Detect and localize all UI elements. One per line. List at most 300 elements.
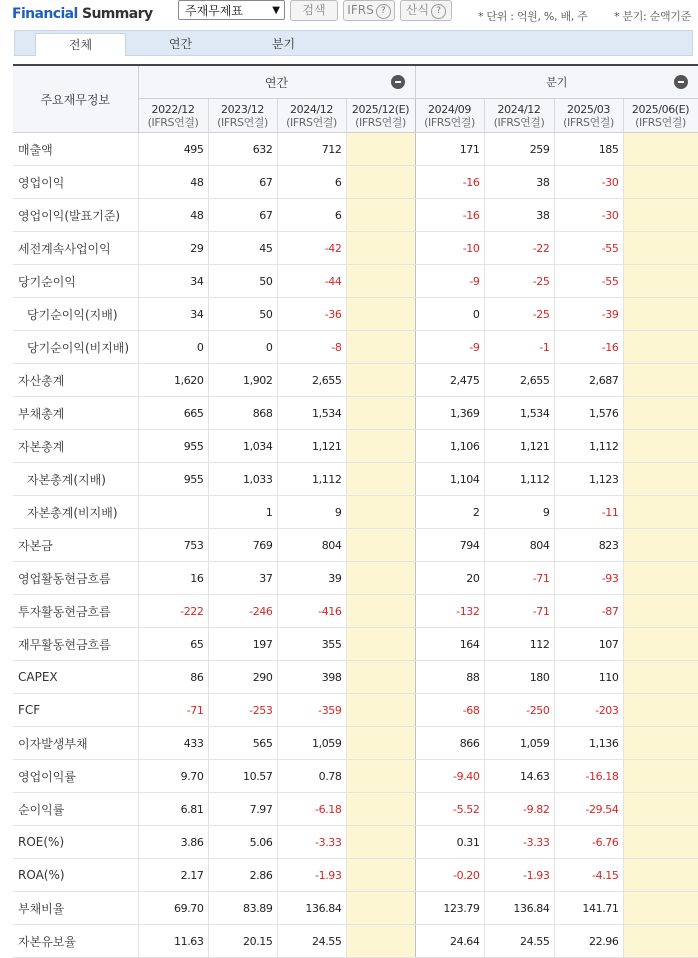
value-cell: -203 bbox=[554, 694, 623, 727]
value-cell bbox=[623, 892, 698, 925]
row-label[interactable]: 자본총계 bbox=[13, 430, 138, 463]
value-cell: 665 bbox=[138, 397, 208, 430]
value-cell: -30 bbox=[554, 166, 623, 199]
value-cell bbox=[346, 694, 415, 727]
value-cell: 9 bbox=[277, 496, 346, 529]
row-label[interactable]: 세전계속사업이익 bbox=[13, 232, 138, 265]
value-cell bbox=[346, 628, 415, 661]
value-cell bbox=[623, 529, 698, 562]
value-cell bbox=[346, 595, 415, 628]
value-cell: 1,576 bbox=[554, 397, 623, 430]
value-cell: 712 bbox=[277, 133, 346, 166]
column-header bbox=[554, 99, 623, 133]
row-label[interactable]: 자산총계 bbox=[13, 364, 138, 397]
value-cell: 2,655 bbox=[277, 364, 346, 397]
column-header bbox=[208, 99, 277, 133]
value-cell: 1,123 bbox=[554, 463, 623, 496]
table-row bbox=[13, 562, 698, 595]
value-cell: 1,104 bbox=[415, 463, 484, 496]
value-cell: 1,121 bbox=[484, 430, 554, 463]
value-cell: -71 bbox=[138, 694, 208, 727]
value-cell: -25 bbox=[484, 298, 554, 331]
value-cell: 0.31 bbox=[415, 826, 484, 859]
column-header bbox=[277, 99, 346, 133]
value-cell bbox=[623, 199, 698, 232]
tab-annual[interactable]: 연간 bbox=[168, 37, 193, 51]
value-cell: 48 bbox=[138, 199, 208, 232]
column-header bbox=[623, 99, 698, 133]
value-cell bbox=[623, 166, 698, 199]
row-label[interactable]: 당기순이익 bbox=[13, 265, 138, 298]
value-cell bbox=[346, 166, 415, 199]
value-cell: 9 bbox=[484, 496, 554, 529]
value-cell: 14.63 bbox=[484, 760, 554, 793]
value-cell: 34 bbox=[138, 265, 208, 298]
value-cell bbox=[623, 430, 698, 463]
value-cell: 259 bbox=[484, 133, 554, 166]
value-cell: -8 bbox=[277, 331, 346, 364]
row-label[interactable]: ROA(%) bbox=[13, 859, 138, 892]
table-row bbox=[13, 727, 698, 760]
value-cell: -1 bbox=[484, 331, 554, 364]
value-cell: 38 bbox=[484, 199, 554, 232]
value-cell bbox=[346, 199, 415, 232]
row-label[interactable]: 자본유보율 bbox=[13, 925, 138, 958]
value-cell bbox=[346, 727, 415, 760]
value-cell: -222 bbox=[138, 595, 208, 628]
value-cell: 50 bbox=[208, 265, 277, 298]
value-cell: 1,034 bbox=[208, 430, 277, 463]
value-cell: -16.18 bbox=[554, 760, 623, 793]
value-cell: 3.86 bbox=[138, 826, 208, 859]
value-cell: 171 bbox=[415, 133, 484, 166]
value-cell: 6 bbox=[277, 166, 346, 199]
value-cell bbox=[346, 430, 415, 463]
value-cell: -39 bbox=[554, 298, 623, 331]
value-cell bbox=[623, 496, 698, 529]
value-cell: 65 bbox=[138, 628, 208, 661]
value-cell: -68 bbox=[415, 694, 484, 727]
column-period: 2024/12 bbox=[290, 102, 333, 116]
value-cell: -132 bbox=[415, 595, 484, 628]
value-cell: -10 bbox=[415, 232, 484, 265]
value-cell bbox=[346, 496, 415, 529]
value-cell bbox=[346, 562, 415, 595]
value-cell: 1,106 bbox=[415, 430, 484, 463]
value-cell: 24.55 bbox=[277, 925, 346, 958]
value-cell: 290 bbox=[208, 661, 277, 694]
value-cell: 20 bbox=[415, 562, 484, 595]
value-cell: 1,033 bbox=[208, 463, 277, 496]
value-cell bbox=[623, 859, 698, 892]
row-label[interactable]: 당기순이익(비지배) bbox=[13, 331, 138, 364]
value-cell: 123.79 bbox=[415, 892, 484, 925]
table-row bbox=[13, 859, 698, 892]
table-row bbox=[13, 430, 698, 463]
period-tabs bbox=[14, 30, 693, 56]
value-cell: 753 bbox=[138, 529, 208, 562]
column-basis: (IFRS연결) bbox=[355, 115, 406, 129]
table-row bbox=[13, 397, 698, 430]
value-cell: 20.15 bbox=[208, 925, 277, 958]
column-period: 2022/12 bbox=[151, 102, 195, 116]
value-cell bbox=[346, 331, 415, 364]
value-cell: 1,136 bbox=[554, 727, 623, 760]
value-cell: 2.17 bbox=[138, 859, 208, 892]
value-cell: 0 bbox=[415, 298, 484, 331]
value-cell: 1,112 bbox=[277, 463, 346, 496]
value-cell: -9.40 bbox=[415, 760, 484, 793]
row-label[interactable]: 당기순이익(지배) bbox=[13, 298, 138, 331]
value-cell bbox=[346, 826, 415, 859]
value-cell: -11 bbox=[554, 496, 623, 529]
row-label[interactable]: 자본총계(비지배) bbox=[13, 496, 138, 529]
basis-note: * 분기: 순액기준 bbox=[614, 10, 691, 23]
value-cell: -3.33 bbox=[277, 826, 346, 859]
value-cell bbox=[623, 826, 698, 859]
value-cell bbox=[623, 331, 698, 364]
value-cell: 45 bbox=[208, 232, 277, 265]
value-cell bbox=[623, 232, 698, 265]
value-cell bbox=[346, 298, 415, 331]
row-label[interactable]: 영업이익(발표기준) bbox=[13, 199, 138, 232]
value-cell: 2.86 bbox=[208, 859, 277, 892]
value-cell: 10.57 bbox=[208, 760, 277, 793]
table-row bbox=[13, 133, 698, 166]
table-row bbox=[13, 298, 698, 331]
value-cell: -36 bbox=[277, 298, 346, 331]
row-label[interactable]: 영업이익률 bbox=[13, 760, 138, 793]
row-label[interactable]: 부채총계 bbox=[13, 397, 138, 430]
value-cell: 495 bbox=[138, 133, 208, 166]
value-cell: -253 bbox=[208, 694, 277, 727]
row-label[interactable]: 영업이익 bbox=[13, 166, 138, 199]
collapse-annual-icon[interactable] bbox=[391, 75, 405, 89]
table-row bbox=[13, 925, 698, 958]
value-cell: 136.84 bbox=[277, 892, 346, 925]
value-cell: 1,059 bbox=[484, 727, 554, 760]
formula-label: 산식 bbox=[405, 3, 430, 17]
value-cell: 24.55 bbox=[484, 925, 554, 958]
value-cell: 769 bbox=[208, 529, 277, 562]
column-basis: (IFRS연결) bbox=[217, 115, 268, 129]
table-row bbox=[13, 760, 698, 793]
table-row bbox=[13, 661, 698, 694]
value-cell: 955 bbox=[138, 430, 208, 463]
value-cell bbox=[346, 232, 415, 265]
column-period: 2024/12 bbox=[497, 102, 541, 116]
column-period: 2023/12 bbox=[221, 102, 264, 116]
value-cell bbox=[623, 694, 698, 727]
column-basis: (IFRS연결) bbox=[493, 115, 545, 129]
value-cell bbox=[623, 298, 698, 331]
value-cell: 2,655 bbox=[484, 364, 554, 397]
row-label[interactable]: 자본총계(지배) bbox=[13, 463, 138, 496]
value-cell: 112 bbox=[484, 628, 554, 661]
help-icon: ? bbox=[376, 4, 391, 19]
value-cell: -30 bbox=[554, 199, 623, 232]
value-cell: 6 bbox=[277, 199, 346, 232]
value-cell bbox=[346, 892, 415, 925]
value-cell bbox=[623, 628, 698, 661]
table-row bbox=[13, 826, 698, 859]
quarter-header-label: 분기 bbox=[546, 76, 568, 89]
column-period: 2025/03 bbox=[567, 102, 610, 116]
value-cell bbox=[346, 760, 415, 793]
value-cell: 11.63 bbox=[138, 925, 208, 958]
value-cell bbox=[623, 793, 698, 826]
value-cell: 866 bbox=[415, 727, 484, 760]
row-label[interactable]: 영업활동현금흐름 bbox=[13, 562, 138, 595]
column-basis: (IFRS연결) bbox=[147, 115, 199, 129]
value-cell bbox=[623, 562, 698, 595]
value-cell: 69.70 bbox=[138, 892, 208, 925]
collapse-quarter-icon[interactable] bbox=[674, 75, 688, 89]
column-basis: (IFRS연결) bbox=[635, 115, 686, 129]
value-cell bbox=[623, 595, 698, 628]
value-cell: 2,475 bbox=[415, 364, 484, 397]
table-row bbox=[13, 793, 698, 826]
value-cell: 1,620 bbox=[138, 364, 208, 397]
table-row bbox=[13, 265, 698, 298]
table-row bbox=[13, 529, 698, 562]
value-cell: 955 bbox=[138, 463, 208, 496]
column-header bbox=[484, 99, 554, 133]
value-cell: 38 bbox=[484, 166, 554, 199]
value-cell: -93 bbox=[554, 562, 623, 595]
value-cell: 29 bbox=[138, 232, 208, 265]
value-cell: -6.76 bbox=[554, 826, 623, 859]
value-cell: 565 bbox=[208, 727, 277, 760]
search-button[interactable]: 검색 bbox=[290, 0, 338, 21]
value-cell: -1.93 bbox=[277, 859, 346, 892]
value-cell: 868 bbox=[208, 397, 277, 430]
row-label[interactable]: ROE(%) bbox=[13, 826, 138, 859]
value-cell: 0 bbox=[138, 331, 208, 364]
value-cell: 67 bbox=[208, 199, 277, 232]
table-row bbox=[13, 463, 698, 496]
tab-all[interactable]: 전체 bbox=[35, 33, 126, 56]
value-cell: -25 bbox=[484, 265, 554, 298]
value-cell: 0 bbox=[208, 331, 277, 364]
value-cell: 110 bbox=[554, 661, 623, 694]
chevron-down-icon: ▼ bbox=[272, 5, 280, 16]
value-cell: 37 bbox=[208, 562, 277, 595]
value-cell: 88 bbox=[415, 661, 484, 694]
column-basis: (IFRS연결) bbox=[286, 115, 337, 129]
value-cell: -359 bbox=[277, 694, 346, 727]
title-financial: Financial bbox=[12, 6, 78, 22]
value-cell: -87 bbox=[554, 595, 623, 628]
table-row bbox=[13, 694, 698, 727]
page-title bbox=[12, 6, 152, 22]
value-cell: -42 bbox=[277, 232, 346, 265]
statement-type-value: 주재무제표 bbox=[185, 4, 243, 18]
value-cell bbox=[623, 265, 698, 298]
row-label[interactable]: CAPEX bbox=[13, 661, 138, 694]
value-cell bbox=[346, 463, 415, 496]
value-cell: 2 bbox=[415, 496, 484, 529]
value-cell: 1,902 bbox=[208, 364, 277, 397]
value-cell bbox=[623, 760, 698, 793]
table-row bbox=[13, 364, 698, 397]
value-cell: -1.93 bbox=[484, 859, 554, 892]
column-header bbox=[415, 99, 484, 133]
value-cell bbox=[346, 397, 415, 430]
value-cell: 197 bbox=[208, 628, 277, 661]
financial-summary-table bbox=[13, 64, 698, 958]
value-cell bbox=[346, 859, 415, 892]
value-cell: -16 bbox=[415, 199, 484, 232]
value-cell bbox=[623, 133, 698, 166]
value-cell: -44 bbox=[277, 265, 346, 298]
value-cell bbox=[138, 496, 208, 529]
value-cell: -0.20 bbox=[415, 859, 484, 892]
value-cell: -250 bbox=[484, 694, 554, 727]
formula-help-button[interactable] bbox=[400, 0, 452, 21]
value-cell: 107 bbox=[554, 628, 623, 661]
value-cell bbox=[623, 364, 698, 397]
title-summary: Summary bbox=[77, 6, 153, 22]
value-cell: 164 bbox=[415, 628, 484, 661]
row-label[interactable]: 재무활동현금흐름 bbox=[13, 628, 138, 661]
value-cell: -5.52 bbox=[415, 793, 484, 826]
row-label[interactable]: 부채비율 bbox=[13, 892, 138, 925]
value-cell: -71 bbox=[484, 595, 554, 628]
toolbar bbox=[0, 0, 698, 30]
ifrs-help-button[interactable] bbox=[343, 0, 395, 21]
ifrs-label: IFRS bbox=[347, 3, 374, 17]
value-cell bbox=[623, 463, 698, 496]
row-label[interactable]: 매출액 bbox=[13, 133, 138, 166]
value-cell: 1,534 bbox=[484, 397, 554, 430]
column-period: 2024/09 bbox=[428, 102, 471, 116]
column-header bbox=[138, 99, 208, 133]
value-cell: 1,112 bbox=[554, 430, 623, 463]
table-row bbox=[13, 331, 698, 364]
table-row bbox=[13, 496, 698, 529]
tab-quarterly[interactable]: 분기 bbox=[271, 37, 296, 51]
help-icon: ? bbox=[431, 4, 446, 19]
table-row bbox=[13, 892, 698, 925]
value-cell: -71 bbox=[484, 562, 554, 595]
value-cell: 39 bbox=[277, 562, 346, 595]
value-cell bbox=[346, 793, 415, 826]
value-cell: 83.89 bbox=[208, 892, 277, 925]
value-cell: 355 bbox=[277, 628, 346, 661]
value-cell: -55 bbox=[554, 265, 623, 298]
value-cell bbox=[346, 925, 415, 958]
unit-note: * 단위 : 억원, %, 배, 주 bbox=[478, 10, 588, 23]
value-cell bbox=[346, 529, 415, 562]
row-label[interactable]: 투자활동현금흐름 bbox=[13, 595, 138, 628]
value-cell: 6.81 bbox=[138, 793, 208, 826]
value-cell: 48 bbox=[138, 166, 208, 199]
value-cell bbox=[346, 265, 415, 298]
column-period: 2025/12(E) bbox=[351, 102, 410, 116]
value-cell: -6.18 bbox=[277, 793, 346, 826]
annual-header-label: 연간 bbox=[264, 75, 289, 90]
value-cell: 34 bbox=[138, 298, 208, 331]
row-label[interactable]: 순이익률 bbox=[13, 793, 138, 826]
value-cell bbox=[623, 925, 698, 958]
value-cell: 24.64 bbox=[415, 925, 484, 958]
value-cell: 136.84 bbox=[484, 892, 554, 925]
value-cell: 1 bbox=[208, 496, 277, 529]
value-cell: 2,687 bbox=[554, 364, 623, 397]
value-cell: -9 bbox=[415, 265, 484, 298]
value-cell: 86 bbox=[138, 661, 208, 694]
value-cell: 9.70 bbox=[138, 760, 208, 793]
value-cell: 5.06 bbox=[208, 826, 277, 859]
value-cell: -246 bbox=[208, 595, 277, 628]
value-cell: -416 bbox=[277, 595, 346, 628]
quarter-group-header bbox=[415, 65, 698, 99]
value-cell: 1,059 bbox=[277, 727, 346, 760]
value-cell: 0.78 bbox=[277, 760, 346, 793]
value-cell: 185 bbox=[554, 133, 623, 166]
row-label[interactable]: FCF bbox=[13, 694, 138, 727]
table-row bbox=[13, 166, 698, 199]
table-row bbox=[13, 595, 698, 628]
value-cell: -9 bbox=[415, 331, 484, 364]
value-cell: -9.82 bbox=[484, 793, 554, 826]
value-cell bbox=[623, 661, 698, 694]
value-cell: -3.33 bbox=[484, 826, 554, 859]
value-cell: 1,121 bbox=[277, 430, 346, 463]
value-cell: 1,534 bbox=[277, 397, 346, 430]
value-cell: -16 bbox=[554, 331, 623, 364]
value-cell: 22.96 bbox=[554, 925, 623, 958]
value-cell: 16 bbox=[138, 562, 208, 595]
value-cell: -16 bbox=[415, 166, 484, 199]
table-row bbox=[13, 232, 698, 265]
value-cell: 67 bbox=[208, 166, 277, 199]
table-row bbox=[13, 199, 698, 232]
column-period: 2025/06(E) bbox=[631, 102, 690, 116]
value-cell: 180 bbox=[484, 661, 554, 694]
value-cell: 50 bbox=[208, 298, 277, 331]
value-cell: 632 bbox=[208, 133, 277, 166]
value-cell bbox=[623, 727, 698, 760]
statement-type-select[interactable] bbox=[178, 0, 285, 20]
value-cell: 433 bbox=[138, 727, 208, 760]
column-basis: (IFRS연결) bbox=[424, 115, 475, 129]
column-header bbox=[346, 99, 415, 133]
value-cell: -55 bbox=[554, 232, 623, 265]
value-cell: 1,369 bbox=[415, 397, 484, 430]
value-cell bbox=[346, 661, 415, 694]
value-cell: 794 bbox=[415, 529, 484, 562]
annual-group-header bbox=[138, 65, 415, 99]
table-row bbox=[13, 628, 698, 661]
corner-header: 주요재무정보 bbox=[13, 65, 138, 133]
value-cell: -4.15 bbox=[554, 859, 623, 892]
row-label[interactable]: 이자발생부채 bbox=[13, 727, 138, 760]
column-basis: (IFRS연결) bbox=[563, 115, 614, 129]
value-cell: -29.54 bbox=[554, 793, 623, 826]
value-cell bbox=[346, 364, 415, 397]
value-cell: 823 bbox=[554, 529, 623, 562]
value-cell: 804 bbox=[277, 529, 346, 562]
value-cell: 398 bbox=[277, 661, 346, 694]
value-cell: 141.71 bbox=[554, 892, 623, 925]
value-cell: 1,112 bbox=[484, 463, 554, 496]
value-cell bbox=[346, 133, 415, 166]
value-cell: 7.97 bbox=[208, 793, 277, 826]
row-label[interactable]: 자본금 bbox=[13, 529, 138, 562]
value-cell: -22 bbox=[484, 232, 554, 265]
